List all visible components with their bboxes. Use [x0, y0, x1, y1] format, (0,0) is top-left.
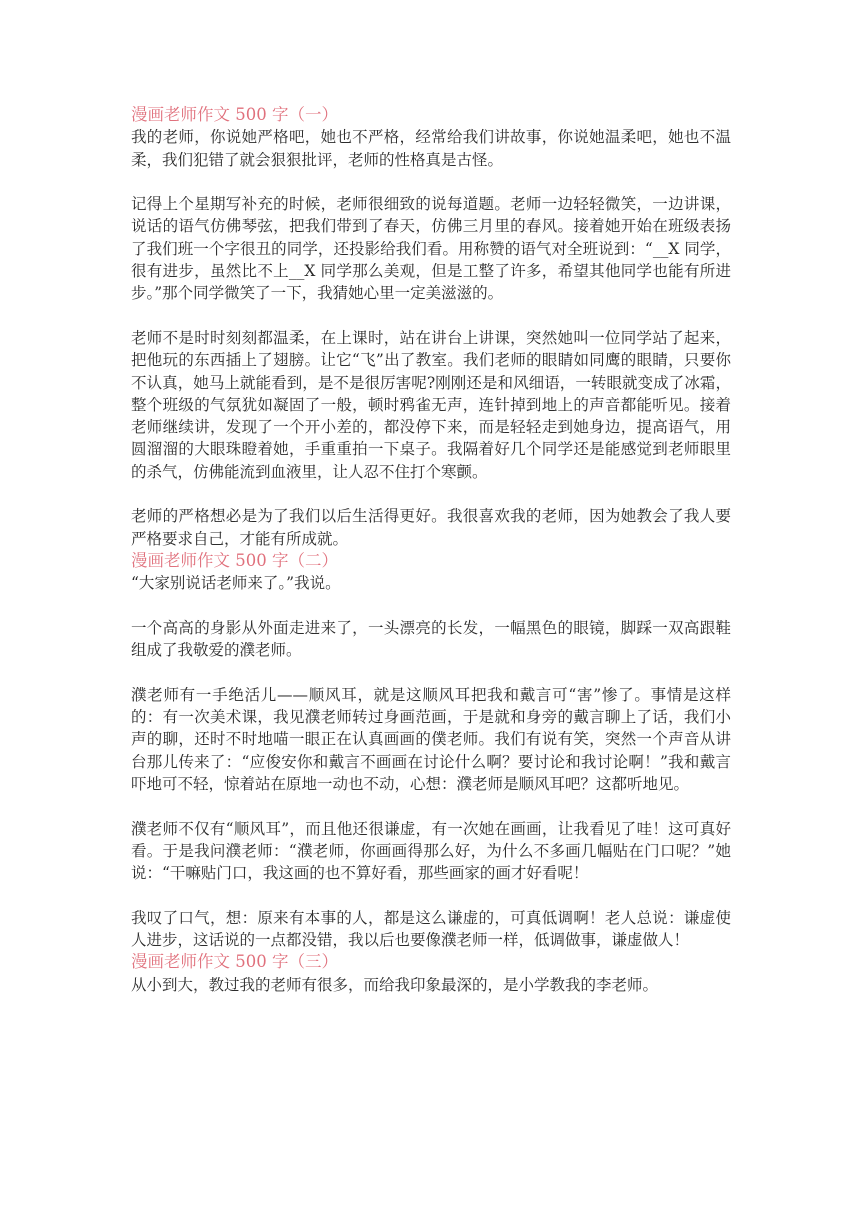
section-1-paragraph-3: 老师不是时时刻刻都温柔，在上课时，站在讲台上讲课，突然她叫一位同学站了起来，把他玩的东西插上了翅膀。让它“飞”出了教室。我们老师的眼睛如同鹰的眼睛，只要你不认真，她马上就能看到，是不是很厉害呢?刚刚还是和风细语，一转眼就变成了冰霜，整个班级的气氛犹如凝固了一般，顿时鸦雀无声，连针掉到地上的声音都能听见。接着老师继续讲，发现了一个开小差的，都没停下来，而是轻轻走到她身边，提高语气，用圆溜溜的大眼珠瞪着她，手重重拍一下桌子。我隔着好几个同学还是能感觉到老师眼里的杀气，仿佛能流到血液里，让人忍不住打个寒颤。 [131, 328, 731, 481]
article [131, 104, 731, 996]
paragraph-spacer [131, 661, 731, 683]
paragraph-spacer [131, 884, 731, 906]
section-2-paragraph-3: 濮老师有一手绝活儿——顺风耳，就是这顺风耳把我和戴言可“害”惨了。事情是这样的：有一次美术课，我见濮老师转过身画范画，于是就和身旁的戴言聊上了话，我们小声的聊，还时不时地喵一眼正在认真画画的僕老师。我们有说有笑，突然一个声音从讲台那儿传来了：“应俊安你和戴言不画画在讨论什么啊？要讨论和我讨论啊！”我和戴言吓地可不轻，惊着站在原地一动也不动，心想：濮老师是顺风耳吧？这都听地见。 [131, 685, 731, 793]
paragraph-spacer [131, 171, 731, 193]
paragraph-spacer [131, 595, 731, 617]
section-2-paragraph-5: 我叹了口气，想：原来有本事的人，都是这么谦虚的，可真低调啊！老人总说：谦虚使人进步，这话说的一点都没错，我以后也要像濮老师一样，低调做事，谦虚做人！ [131, 908, 731, 949]
section-1-paragraph-4: 老师的严格想必是为了我们以后生活得更好。我很喜欢我的老师，因为她教会了我人要严格要求自己，才能有所成就。 [131, 507, 731, 548]
section-heading-2: 漫画老师作文 500 字（二） [131, 550, 338, 570]
paragraph-spacer [131, 795, 731, 817]
paragraph-spacer [131, 483, 731, 505]
section-1-paragraph-1: 我的老师，你说她严格吧，她也不严格，经常给我们讲故事，你说她温柔吧，她也不温柔，我们犯错了就会狠狠批评，老师的性格真是古怪。 [131, 128, 731, 169]
section-heading-3: 漫画老师作文 500 字（三） [131, 952, 338, 972]
section-2-paragraph-4: 濮老师不仅有“顺风耳”，而且他还很谦虚，有一次她在画画，让我看见了哇！这可真好看。于是我问濮老师：“濮老师，你画画得那么好，为什么不多画几幅贴在门口呢？”她说：“干嘛贴门口，我这画的也不算好看，那些画家的画才好看呢！ [131, 819, 731, 883]
section-1-paragraph-2: 记得上个星期写补充的时候，老师很细致的说每道题。老师一边轻轻微笑，一边讲课，说话的语气仿佛琴弦，把我们带到了春天，仿佛三月里的春风。接着她开始在班级表扬了我们班一个字很丑的同学，还投影给我们看。用称赞的语气对全班说到：“__X 同学，很有进步，虽然比不上__X 同学那么美观，但是工整了许多，希望其他同学也能有所进步。”那个同学微笑了一下，我猜她心里一定美滋滋的。 [131, 195, 731, 303]
section-3-paragraph-1: 从小到大，教过我的老师有很多，而给我印象最深的，是小学教我的李老师。 [131, 975, 659, 994]
section-2-paragraph-2: 一个高高的身影从外面走进来了，一头漂亮的长发，一幅黑色的眼镜，脚踩一双高跟鞋组成了我敬爱的濮老师。 [131, 618, 731, 660]
section-2-paragraph-1: “大家别说话老师来了。”我说。 [131, 574, 341, 593]
section-heading-1: 漫画老师作文 500 字（一） [131, 105, 338, 124]
paragraph-spacer [131, 305, 731, 327]
